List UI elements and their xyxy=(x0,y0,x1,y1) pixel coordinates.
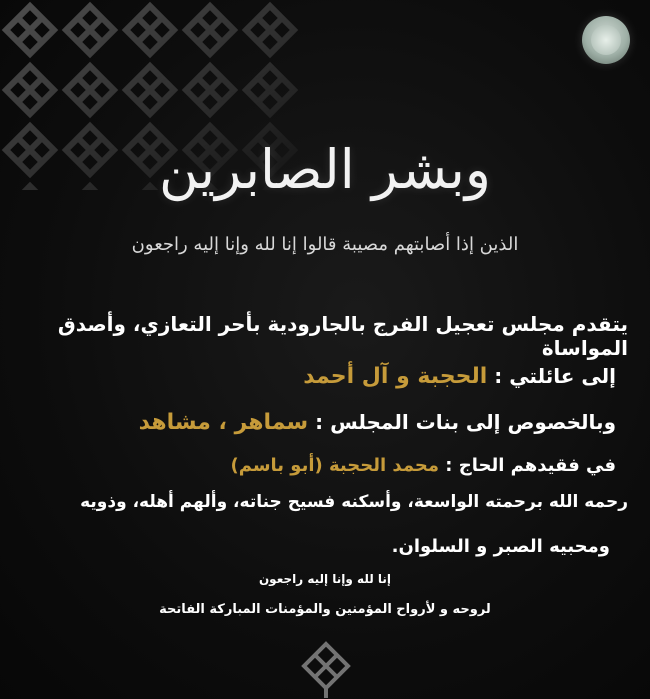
line-deceased xyxy=(22,455,616,476)
line-fatiha: لروحه و لأرواح المؤمنين والمؤمنات المباركة الفاتحة xyxy=(159,602,491,617)
line-patience: ومحبيه الصبر و السلوان. xyxy=(391,536,610,557)
line-families xyxy=(22,364,616,389)
line-istirja: إنا لله وإنا إليه راجعون xyxy=(258,572,392,586)
families-names: الحجبة و آل أحمد xyxy=(303,364,488,389)
families-prefix: إلى عائلتي : xyxy=(487,364,616,388)
members-prefix: وبالخصوص إلى بنات المجلس : xyxy=(308,410,616,434)
islamic-knot-ornament-icon xyxy=(296,640,356,699)
headline: وبشر الصابرين xyxy=(159,138,491,201)
logo-inner xyxy=(591,25,621,55)
deceased-prefix: في فقيدهم الحاج : xyxy=(439,455,616,476)
line-prayer: رحمه الله برحمته الواسعة، وأسكنه فسيح جناته، وألهم أهله، وذويه xyxy=(80,492,628,512)
verse: الذين إذا أصابتهم مصيبة قالوا إنا لله وإنا إليه راجعون xyxy=(131,234,519,255)
members-names: سماهر ، مشاهد xyxy=(138,410,309,435)
deceased-name: محمد الحجبة (أبو باسم) xyxy=(230,455,440,476)
line-members xyxy=(22,410,616,435)
line-intro: يتقدم مجلس تعجيل الفرج بالجارودية بأحر التعازي، وأصدق المواساة xyxy=(57,312,628,360)
emblem-logo-icon xyxy=(582,16,630,64)
